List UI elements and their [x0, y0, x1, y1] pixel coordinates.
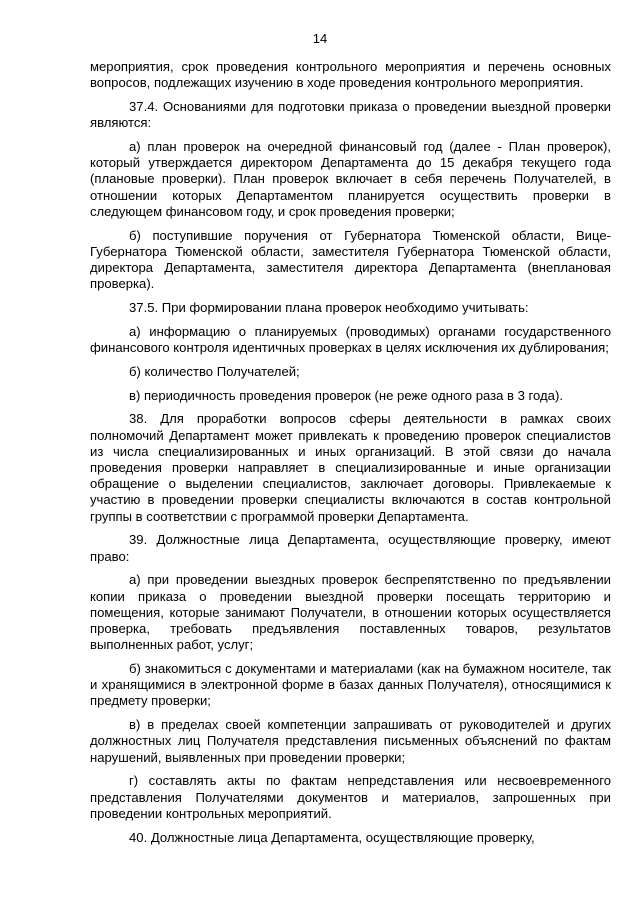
document-body — [90, 59, 611, 846]
paragraph-37-4-a: а) план проверок на очередной финансовый год (далее - План проверок), который утверждается директором Департамента до 15 декабря текущего года (плановые проверки). План проверок включает в себя перечень Получателей, в отношении которых Департаментом планируется осуществить проверки в следующем финансовом году, и срок проведения проверки; — [90, 139, 611, 219]
paragraph-39-d: г) составлять акты по фактам непредставления или несвоевременного представления Получателями документов и материалов, запрошенных при проведении контрольных мероприятий. — [90, 773, 611, 821]
paragraph-40: 40. Должностные лица Департамента, осуществляющие проверку, — [129, 829, 535, 845]
paragraph-39-c: в) в пределах своей компетенции запрашивать от руководителей и других должностных лиц Получателя представления письменных объяснений по фактам нарушений, выявленных при проведении проверки; — [90, 717, 611, 765]
page-number: 14 — [312, 31, 328, 46]
paragraph-39: 39. Должностные лица Департамента, осуществляющие проверку, имеют право: — [90, 532, 611, 564]
paragraph-37-4-b: б) поступившие поручения от Губернатора Тюменской области, Вице-Губернатора Тюменской области, заместителя Губернатора Тюменской области, директора Департамента, заместителя директора Департамента (внеплановая проверка). — [90, 227, 611, 292]
paragraph-37-5: 37.5. При формировании плана проверок необходимо учитывать: — [129, 300, 529, 316]
paragraph-37-5-b: б) количество Получателей; — [129, 363, 300, 379]
paragraph-continuation: мероприятия, срок проведения контрольного мероприятия и перечень основных вопросов, подлежащих изучению в ходе проведения контрольного мероприятия. — [90, 59, 611, 91]
paragraph-37-5-a: а) информацию о планируемых (проводимых) органами государственного финансового контроля идентичных проверках в целях исключения их дублирования; — [90, 323, 611, 356]
paragraph-37-5-c: в) периодичность проведения проверок (не реже одного раза в 3 года). — [129, 387, 563, 403]
paragraph-39-a: а) при проведении выездных проверок беспрепятственно по предъявлении копии приказа о проведении выездной проверки посещать территорию и помещения, которые занимают Получатели, в отношении которых осуществляется проверка, требовать предъявления поставленных товаров, результатов выполненных работ, услуг; — [90, 572, 611, 653]
paragraph-39-b: б) знакомиться с документами и материалами (как на бумажном носителе, так и хранящимися в электронной форме в базах данных Получателя), относящимися к предмету проверки; — [90, 661, 611, 709]
paragraph-37-4: 37.4. Основаниями для подготовки приказа о проведении выездной проверки являются: — [90, 99, 611, 131]
paragraph-38: 38. Для проработки вопросов сферы деятельности в рамках своих полномочий Департамент может привлекать к проведению проверок специалистов из числа специализированных и иных организаций. В этой связи до начала проведения проверки направляет в специализированные и иные организации обращение о выделении специалистов, заключает договоры. Привлекаемые к участию в проведении проверки специалисты включаются в состав контрольной группы в соответствии с программой проверки Департамента. — [90, 411, 611, 524]
